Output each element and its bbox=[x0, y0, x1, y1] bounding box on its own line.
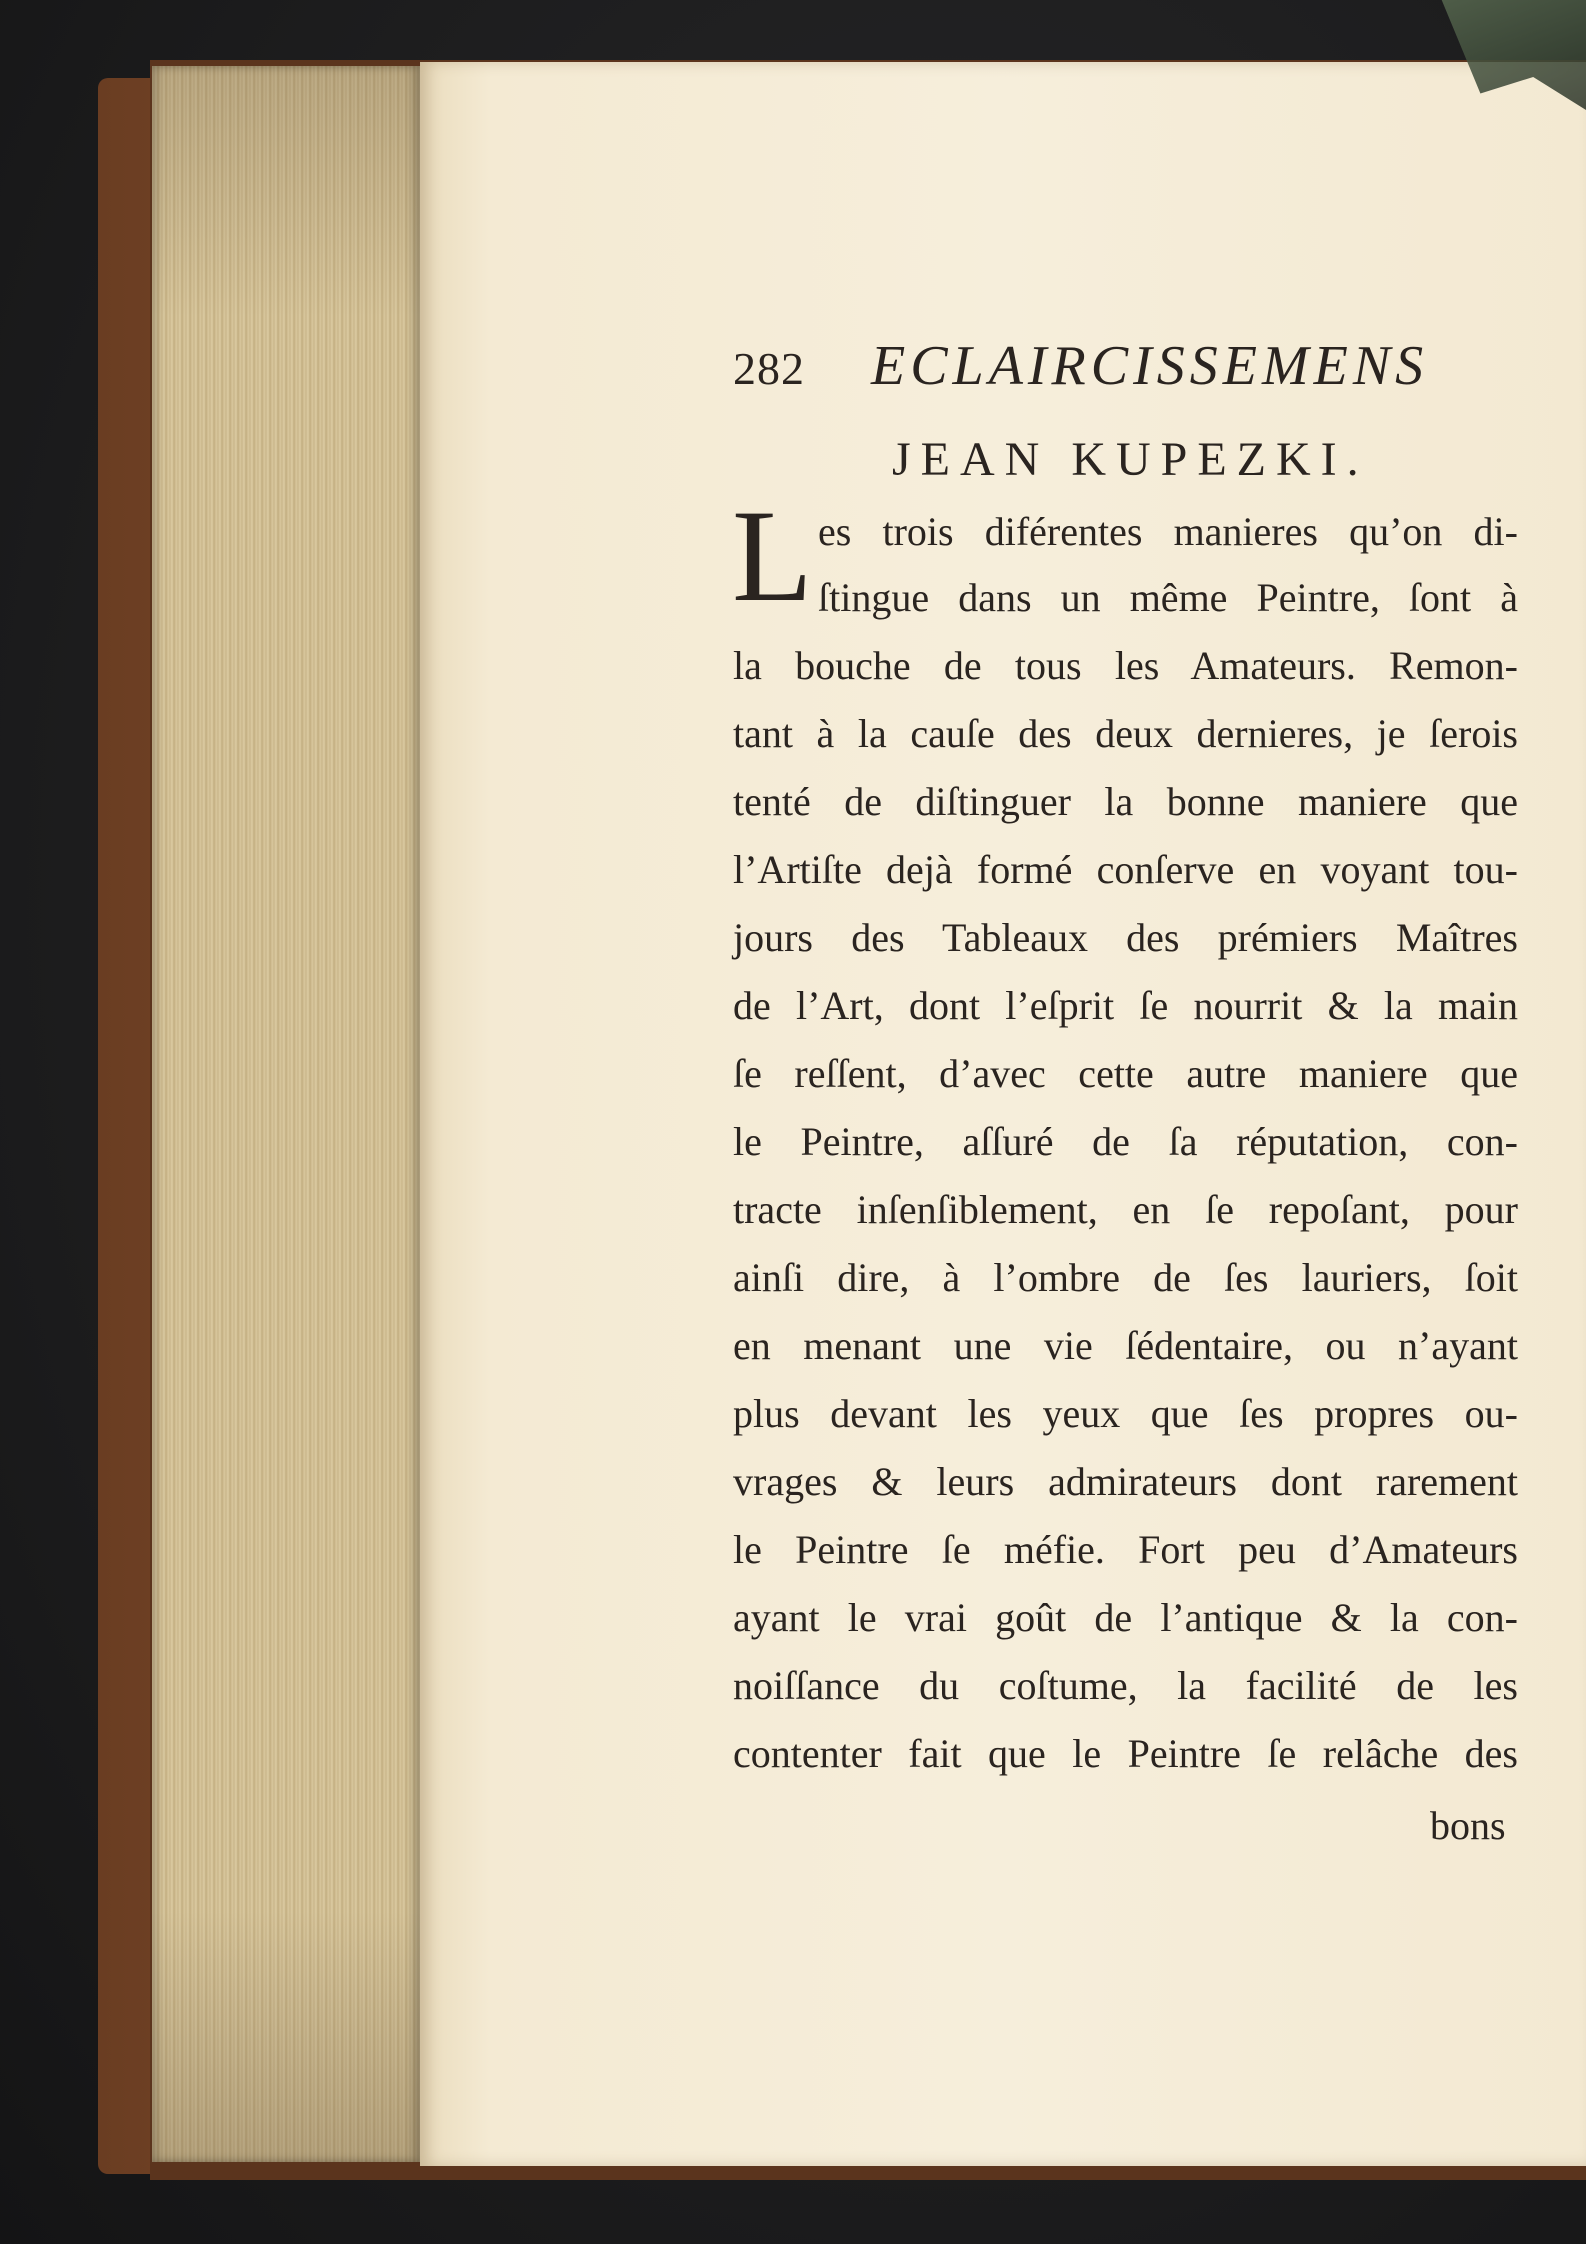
text-line: noiſſance du coſtume, la facilité de les bbox=[733, 1663, 1518, 1708]
text-line: vrages & leurs admirateurs dont rarement bbox=[733, 1459, 1518, 1504]
text-line: ſtingue dans un même Peintre, ſont à bbox=[818, 575, 1518, 620]
text-line: ainſi dire, à l’ombre de ſes lauriers, ſoit bbox=[733, 1255, 1518, 1300]
text-line: tant à la cauſe des deux dernieres, je ſerois bbox=[733, 711, 1518, 756]
catchword: bons bbox=[1430, 1803, 1506, 1848]
running-title: ECLAIRCISSEMENS bbox=[871, 335, 1429, 397]
text-line: tracte inſenſiblement, en ſe repoſant, pour bbox=[733, 1187, 1518, 1232]
text-line: ayant le vrai goût de l’antique & la con- bbox=[733, 1595, 1518, 1640]
text-line: le Peintre ſe méfie. Fort peu d’Amateurs bbox=[733, 1527, 1518, 1572]
text-line: plus devant les yeux que ſes propres ou- bbox=[733, 1391, 1518, 1436]
drop-cap: L bbox=[732, 482, 813, 629]
text-line: es trois diférentes manieres qu’on di- bbox=[818, 509, 1518, 554]
page-number: 282 bbox=[733, 343, 805, 394]
page-edges bbox=[152, 66, 420, 2162]
text-line: ſe reſſent, d’avec cette autre maniere que bbox=[733, 1051, 1518, 1096]
text-line: la bouche de tous les Amateurs. Remon- bbox=[733, 643, 1518, 688]
text-line: tenté de diſtinguer la bonne maniere que bbox=[733, 779, 1518, 824]
text-line: le Peintre, aſſuré de ſa réputation, con- bbox=[733, 1119, 1518, 1164]
text-line: contenter fait que le Peintre ſe relâche des bbox=[733, 1731, 1518, 1776]
text-line: de l’Art, dont l’eſprit ſe nourrit & la main bbox=[733, 983, 1518, 1028]
text-line: jours des Tableaux des prémiers Maîtres bbox=[733, 915, 1518, 960]
text-line: en menant une vie ſédentaire, ou n’ayant bbox=[733, 1323, 1518, 1368]
page-header bbox=[733, 330, 1513, 410]
section-heading: JEAN KUPEZKI. bbox=[892, 433, 1369, 486]
text-line: l’Artiſte dejà formé conſerve en voyant tou- bbox=[733, 847, 1518, 892]
